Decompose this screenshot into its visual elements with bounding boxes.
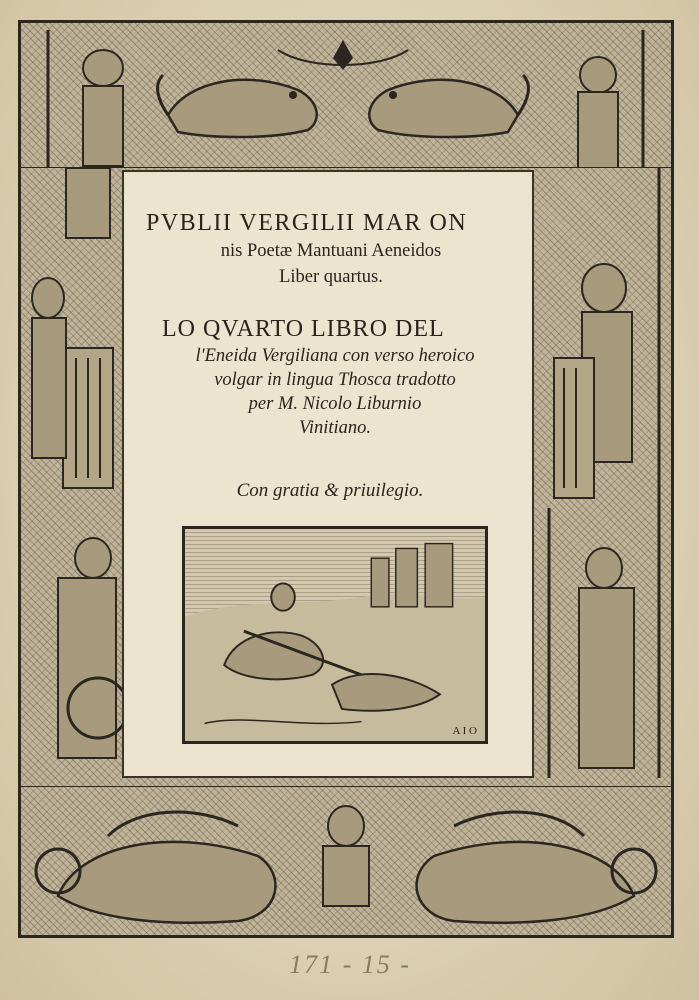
right-border-figures bbox=[534, 168, 674, 786]
volgar-title-line-4: per M. Nicolo Liburnio bbox=[248, 394, 422, 414]
woodcut-vignette bbox=[182, 526, 488, 744]
volgar-title-line-2: l'Eneida Vergiliana con verso heroico bbox=[195, 346, 475, 366]
latin-title-line-3: Liber quartus. bbox=[279, 267, 383, 287]
latin-title-line-1: PVBLII VERGILII MAR ON bbox=[146, 210, 468, 236]
st-george-dragon-icon bbox=[185, 529, 485, 741]
vignette-monogram: A I O bbox=[452, 725, 477, 737]
handwritten-shelfmark: 171 - 15 - bbox=[289, 950, 411, 979]
top-border-beasts bbox=[18, 20, 674, 168]
volgar-title bbox=[150, 344, 520, 440]
left-border-figures bbox=[18, 168, 126, 786]
latin-title-line-2: nis Poetæ Mantuani Aeneidos bbox=[220, 241, 442, 261]
privilege-line: Con gratia & priuilegio. bbox=[236, 480, 424, 501]
latin-title bbox=[146, 208, 516, 290]
bottom-border-griffins bbox=[18, 786, 674, 938]
volgar-title-line-3: volgar in lingua Thosca tradotto bbox=[214, 370, 456, 390]
volgar-title-line-5: Vinitiano. bbox=[298, 418, 372, 438]
volgar-title-line-1: LO QVARTO LIBRO DEL bbox=[162, 316, 445, 342]
